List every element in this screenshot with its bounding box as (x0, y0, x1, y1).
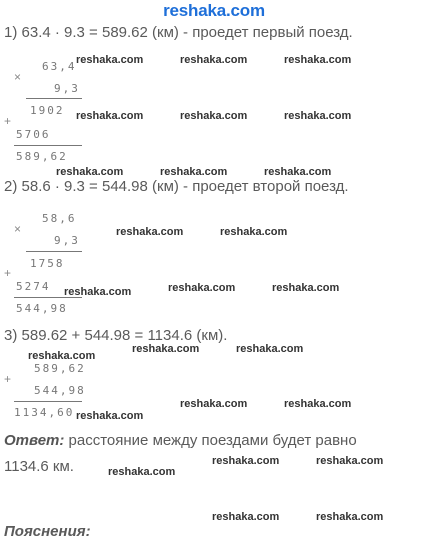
watermark: reshaka.com (316, 455, 384, 467)
watermark: reshaka.com (180, 110, 248, 122)
answer-value: 1134.6 км. (4, 458, 74, 475)
watermark: reshaka.com (132, 343, 200, 355)
addend-b: 544,98 (34, 384, 86, 397)
divider-line (26, 98, 82, 99)
watermark: reshaka.com (116, 226, 184, 238)
multiply-sign: × (14, 70, 22, 84)
sum-result: 1134,60 (14, 406, 75, 419)
watermark: reshaka.com (180, 54, 248, 66)
step-3-text: 3) 589.62 + 544.98 = 1134.6 (км). (4, 327, 228, 344)
addend-a: 589,62 (34, 362, 86, 375)
divider-line (26, 251, 82, 252)
watermark: reshaka.com (160, 166, 228, 178)
watermark: reshaka.com (76, 410, 144, 422)
partial-product-2: 5274 (16, 280, 51, 293)
watermark: reshaka.com (272, 282, 340, 294)
watermark: reshaka.com (108, 466, 176, 478)
watermark: reshaka.com (76, 110, 144, 122)
product-result: 544,98 (16, 302, 68, 315)
plus-sign: + (4, 372, 12, 386)
factor-a: 58,6 (42, 212, 77, 225)
factor-a: 63,4 (42, 60, 77, 73)
watermark: reshaka.com (236, 343, 304, 355)
answer-text: расстояние между поездами будет равно (64, 432, 357, 449)
factor-b: 9,3 (54, 234, 80, 247)
watermark: reshaka.com (220, 226, 288, 238)
factor-b: 9,3 (54, 82, 80, 95)
watermark: reshaka.com (264, 166, 332, 178)
watermark: reshaka.com (212, 511, 280, 523)
watermark: reshaka.com (212, 455, 280, 467)
step-2-text: 2) 58.6 · 9.3 = 544.98 (км) - проедет второй поезд. (4, 178, 349, 195)
divider-line (14, 401, 82, 402)
watermark: reshaka.com (64, 286, 132, 298)
site-logo[interactable]: reshaka.com (163, 1, 265, 20)
multiply-sign: × (14, 222, 22, 236)
answer-label: Ответ: (4, 432, 65, 449)
divider-line (14, 145, 82, 146)
plus-sign: + (4, 114, 12, 128)
step-1-text: 1) 63.4 · 9.3 = 589.62 (км) - проедет первый поезд. (4, 24, 353, 41)
partial-product-1: 1758 (30, 257, 65, 270)
watermark: reshaka.com (316, 511, 384, 523)
watermark: reshaka.com (284, 110, 352, 122)
watermark: reshaka.com (56, 166, 124, 178)
watermark: reshaka.com (284, 398, 352, 410)
product-result: 589,62 (16, 150, 68, 163)
watermark: reshaka.com (76, 54, 144, 66)
watermark: reshaka.com (168, 282, 236, 294)
watermark: reshaka.com (180, 398, 248, 410)
partial-product-1: 1902 (30, 104, 65, 117)
partial-product-2: 5706 (16, 128, 51, 141)
watermark: reshaka.com (28, 350, 96, 362)
answer-line (4, 432, 357, 449)
plus-sign: + (4, 266, 12, 280)
explanation-heading: Пояснения: (4, 523, 91, 540)
watermark: reshaka.com (284, 54, 352, 66)
